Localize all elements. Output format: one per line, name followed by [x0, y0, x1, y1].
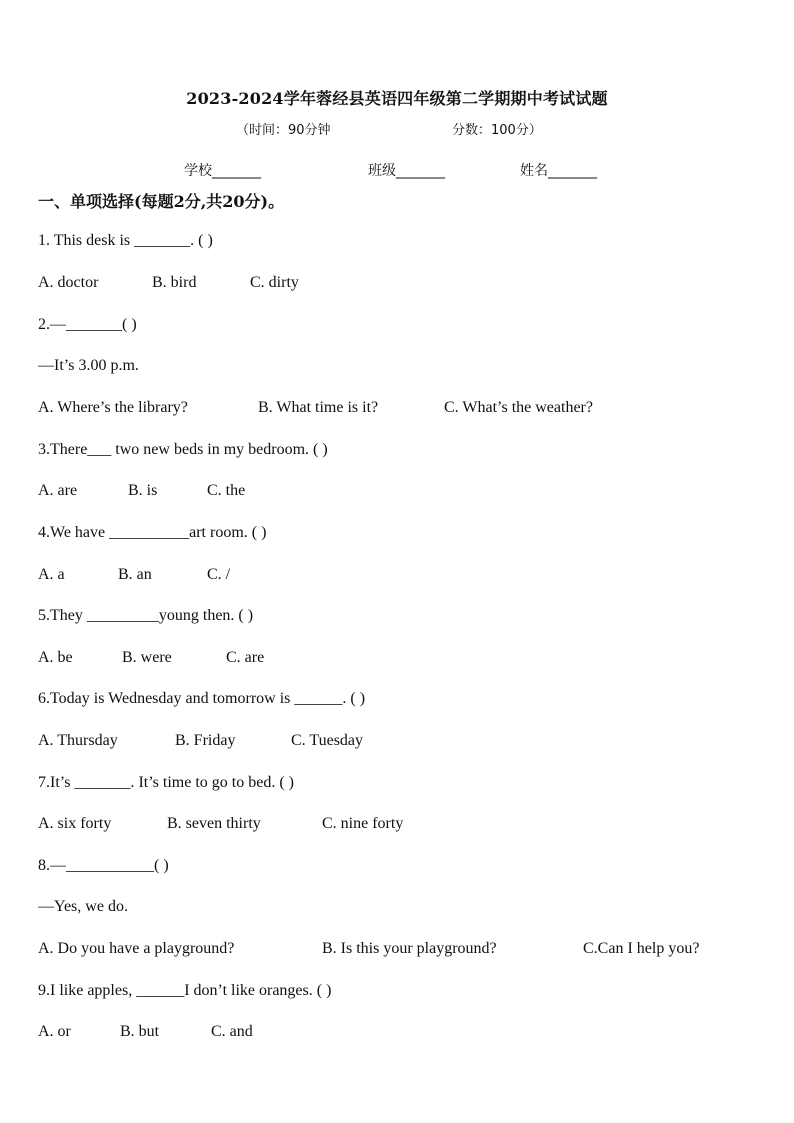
section-heading: 一、单项选择(每题2分,共20分)。 [38, 192, 285, 211]
question-3: 3.There___ two new beds in my bedroom. ( ) [38, 441, 328, 458]
q5-option-a: A. be [38, 649, 73, 666]
exam-score: 分数：100分） [452, 123, 542, 138]
q4-option-c: C. / [207, 566, 231, 583]
question-1: 1. This desk is _______. ( ) [38, 232, 213, 249]
q2-option-c: C. What’s the weather? [444, 399, 593, 416]
question-4: 4.We have __________art room. ( ) [38, 524, 267, 541]
q2-option-b: B. What time is it? [258, 399, 379, 416]
q7-option-c: C. nine forty [322, 815, 404, 832]
q9-option-b: B. but [120, 1023, 160, 1040]
school-field: 学校_______ [184, 163, 261, 179]
q5-option-c: C. are [226, 649, 265, 666]
exam-title: 2023-2024学年蓉经县英语四年级第二学期期中考试试题 [186, 89, 608, 108]
exam-time: （时间：90分钟 [236, 123, 331, 138]
question-9: 9.I like apples, ______I don’t like oranges. ( ) [38, 982, 332, 999]
question-2: 2.—_______( ) [38, 316, 137, 333]
q8-option-a: A. Do you have a playground? [38, 940, 235, 957]
question-6: 6.Today is Wednesday and tomorrow is ______. ( ) [38, 690, 366, 707]
q6-option-a: A. Thursday [38, 732, 118, 749]
q4-option-b: B. an [118, 566, 152, 583]
question-2-reply: —It’s 3.00 p.m. [38, 357, 139, 374]
q6-option-c: C. Tuesday [291, 732, 364, 749]
q7-option-a: A. six forty [38, 815, 112, 832]
q1-option-b: B. bird [152, 274, 197, 291]
question-8-reply: —Yes, we do. [38, 898, 128, 915]
q1-option-c: C. dirty [250, 274, 299, 291]
question-7: 7.It’s _______. It’s time to go to bed. ( ) [38, 774, 294, 791]
q3-option-b: B. is [128, 482, 158, 499]
q9-option-c: C. and [211, 1023, 253, 1040]
name-field: 姓名_______ [520, 163, 597, 179]
q7-option-b: B. seven thirty [167, 815, 261, 832]
q2-option-a: A. Where’s the library? [38, 399, 188, 416]
q1-option-a: A. doctor [38, 274, 99, 291]
q6-option-b: B. Friday [175, 732, 236, 749]
q8-option-c: C.Can I help you? [583, 940, 700, 957]
q3-option-c: C. the [207, 482, 246, 499]
q3-option-a: A. are [38, 482, 78, 499]
question-8: 8.—___________( ) [38, 857, 169, 874]
class-field: 班级_______ [368, 163, 445, 179]
q8-option-b: B. Is this your playground? [322, 940, 497, 957]
q4-option-a: A. a [38, 566, 65, 583]
q9-option-a: A. or [38, 1023, 71, 1040]
q5-option-b: B. were [122, 649, 172, 666]
question-5: 5.They _________young then. ( ) [38, 607, 254, 624]
